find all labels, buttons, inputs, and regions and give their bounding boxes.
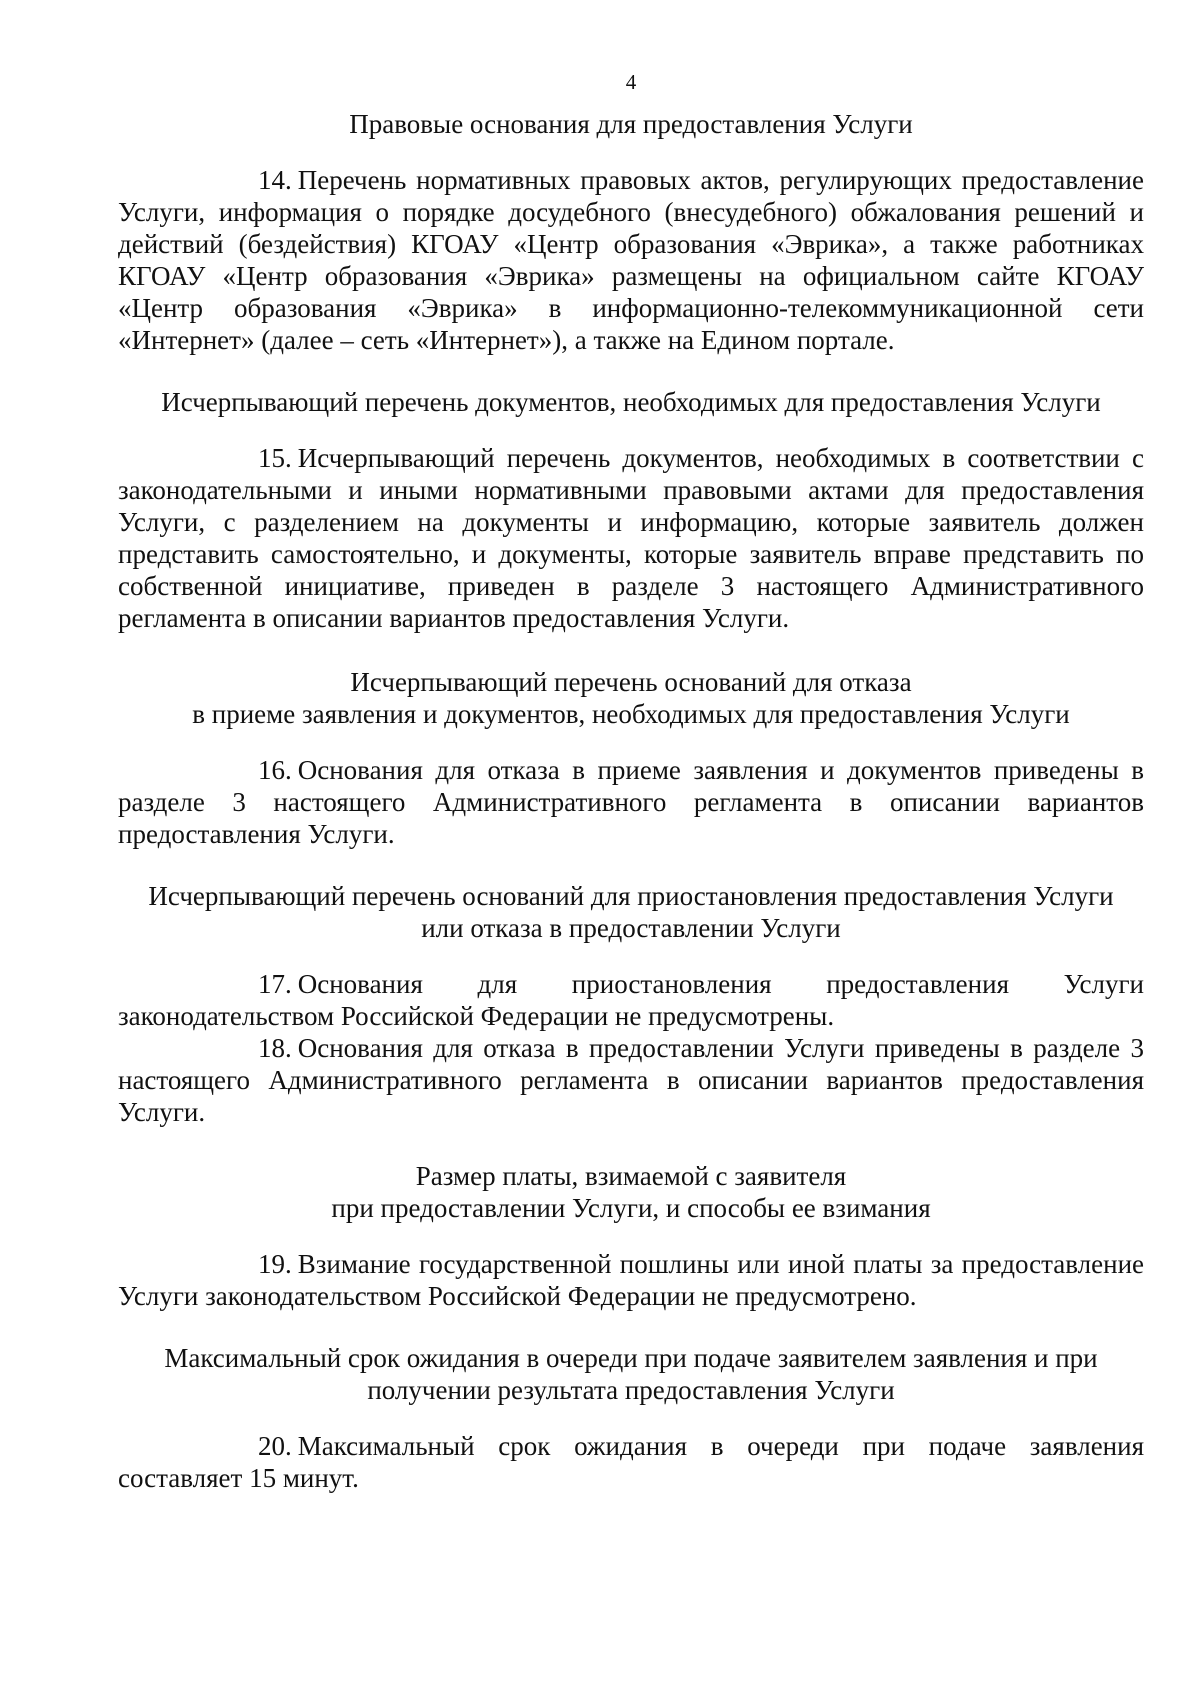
paragraph-text: Основания для отказа в приеме заявления и документов приведены в разделе 3 настоящего Административного регламента в описании вариантов предоставления Услуги. [118,755,1144,849]
paragraph-20 [118,1430,1144,1494]
section-heading-refusal-of-acceptance [118,666,1144,730]
paragraph-text: Основания для отказа в предоставлении Услуги приведены в разделе 3 настоящего Административного регламента в описании вариантов предоставления Услуги. [118,1033,1144,1127]
paragraph-number: 16. [258,755,292,785]
section-heading-documents-list [118,386,1144,418]
heading-line: Правовые основания для предоставления Услуги [349,109,913,139]
paragraph-number: 18. [258,1033,292,1063]
paragraph-17 [118,968,1144,1032]
heading-line: Исчерпывающий перечень оснований для отказа [350,667,912,697]
heading-line: Размер платы, взимаемой с заявителя [415,1161,847,1191]
page-number: 4 [625,70,637,94]
heading-line: в приеме заявления и документов, необходимых для предоставления Услуги [192,699,1070,729]
section-heading-fee [118,1160,1144,1224]
paragraph-number: 19. [258,1249,292,1279]
document-page [118,70,1144,1494]
heading-line: Исчерпывающий перечень документов, необходимых для предоставления Услуги [161,387,1101,417]
heading-line: Исчерпывающий перечень оснований для приостановления предоставления Услуги [148,881,1114,911]
paragraph-number: 20. [258,1431,292,1461]
heading-line: при предоставлении Услуги, и способы ее взимания [331,1193,931,1223]
paragraph-text: Максимальный срок ожидания в очереди при подаче заявления составляет 15 минут. [118,1431,1144,1493]
paragraph-number: 15. [258,443,292,473]
paragraph-number: 17. [258,969,292,999]
paragraph-14 [118,164,1144,356]
heading-line: или отказа в предоставлении Услуги [421,913,841,943]
paragraph-15 [118,442,1144,634]
paragraph-18 [118,1032,1144,1128]
section-heading-legal-basis [118,108,1144,140]
heading-line: получении результата предоставления Услуги [367,1375,895,1405]
paragraph-text: Исчерпывающий перечень документов, необходимых в соответствии с законодательными и иными нормативными правовыми актами для предоставления Услуги, с разделением на документы и информацию, которые заявитель должен представить самостоятельно, и документы, которые заявитель вправе представить по собственной инициативе, приведен в разделе 3 настоящего Административного регламента в описании вариантов предоставления Услуги. [118,443,1144,633]
paragraph-text: Основания для приостановления предоставления Услуги законодательством Российской Федерации не предусмотрены. [118,969,1144,1031]
paragraph-text: Перечень нормативных правовых актов, регулирующих предоставление Услуги, информация о порядке досудебного (внесудебного) обжалования решений и действий (бездействия) КГОАУ «Центр образования «Эврика», а также работниках КГОАУ «Центр образования «Эврика» размещены на официальном сайте КГОАУ «Центр образования «Эврика» в информационно-телекоммуникационной сети «Интернет» (далее – сеть «Интернет»), а также на Едином портале. [118,165,1144,355]
paragraph-19 [118,1248,1144,1312]
paragraph-16 [118,754,1144,850]
section-heading-waiting-time [118,1342,1144,1406]
section-heading-suspension-or-refusal [118,880,1144,944]
paragraph-number: 14. [258,165,292,195]
heading-line: Максимальный срок ожидания в очереди при подаче заявителем заявления и при [164,1343,1098,1373]
paragraph-text: Взимание государственной пошлины или иной платы за предоставление Услуги законодательством Российской Федерации не предусмотрено. [118,1249,1144,1311]
